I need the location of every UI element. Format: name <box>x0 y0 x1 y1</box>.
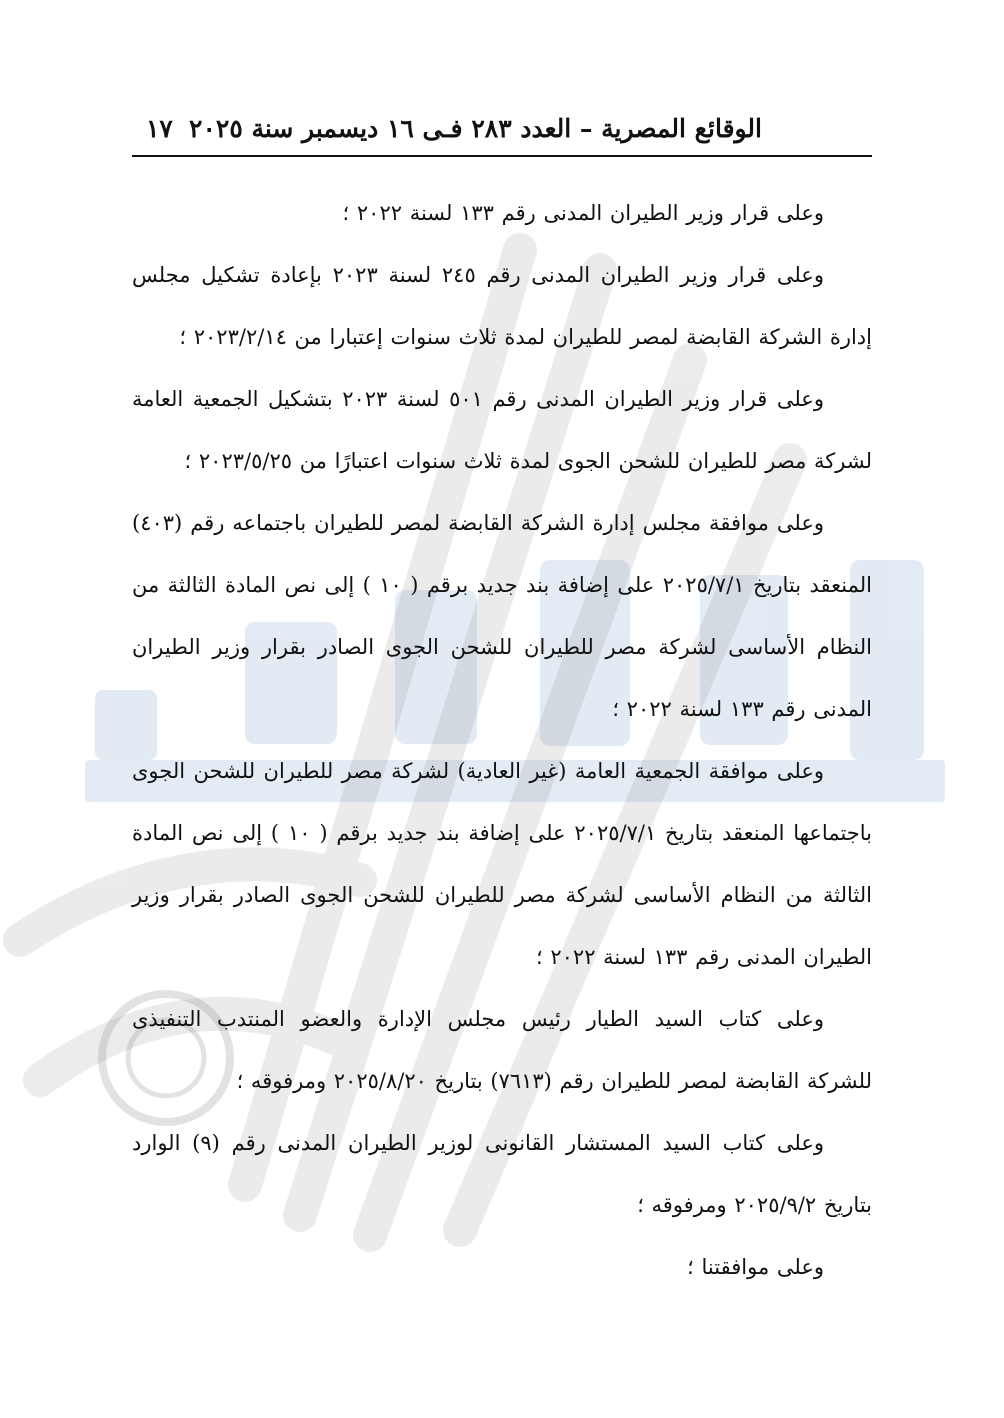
paragraph-1: وعلى قرار وزير الطيران المدنى رقم ١٣٣ لسنة ٢٠٢٢ ؛ <box>342 201 824 225</box>
document-body <box>132 182 872 1298</box>
gazette-title: الوقائع المصرية – العدد ٢٨٣ فـى ١٦ ديسمبر سنة ٢٠٢٥ <box>189 114 762 143</box>
paragraph-4: وعلى موافقة مجلس إدارة الشركة القابضة لمصر للطيران باجتماعه رقم (٤٠٣) المنعقد بتاريخ ٢٠٢٥/٧/١ على إضافة بند جديد برقم ( ١٠ ) إلى نص المادة الثالثة من النظام الأساسى لشركة مصر للطيران للشحن الجوى الصادر بقرار وزير الطيران المدنى رقم ١٣٣ لسنة ٢٠٢٢ ؛ <box>132 511 872 721</box>
page-number: ١٧ <box>146 114 173 143</box>
paragraph-8: وعلى موافقتنا ؛ <box>687 1255 824 1279</box>
paragraph-3: وعلى قرار وزير الطيران المدنى رقم ٥٠١ لسنة ٢٠٢٣ بتشكيل الجمعية العامة لشركة مصر للطيران للشحن الجوى لمدة ثلاث سنوات اعتبارًا من ٢٠٢٣/٥/٢٥ ؛ <box>132 387 872 473</box>
paragraph-2: وعلى قرار وزير الطيران المدنى رقم ٢٤٥ لسنة ٢٠٢٣ بإعادة تشكيل مجلس إدارة الشركة القابضة لمصر للطيران لمدة ثلاث سنوات إعتبارا من ٢٠٢٣/٢/١٤ ؛ <box>132 263 872 349</box>
page-header <box>132 110 872 154</box>
paragraph-7: وعلى كتاب السيد المستشار القانونى لوزير الطيران المدنى رقم (٩) الوارد بتاريخ ٢٠٢٥/٩/٢ ومرفوقه ؛ <box>132 1131 872 1217</box>
header-divider <box>132 155 872 157</box>
paragraph-5: وعلى موافقة الجمعية العامة (غير العادية) لشركة مصر للطيران للشحن الجوى باجتماعها المنعقد بتاريخ ٢٠٢٥/٧/١ على إضافة بند جديد برقم ( ١٠ ) إلى نص المادة الثالثة من النظام الأساسى لشركة مصر للطيران للشحن الجوى الصادر بقرار وزير الطيران المدنى رقم ١٣٣ لسنة ٢٠٢٢ ؛ <box>132 759 873 969</box>
paragraph-6: وعلى كتاب السيد الطيار رئيس مجلس الإدارة والعضو المنتدب التنفيذى للشركة القابضة لمصر للطيران رقم (٧٦١٣) بتاريخ ٢٠٢٥/٨/٢٠ ومرفوقه ؛ <box>132 1007 872 1093</box>
